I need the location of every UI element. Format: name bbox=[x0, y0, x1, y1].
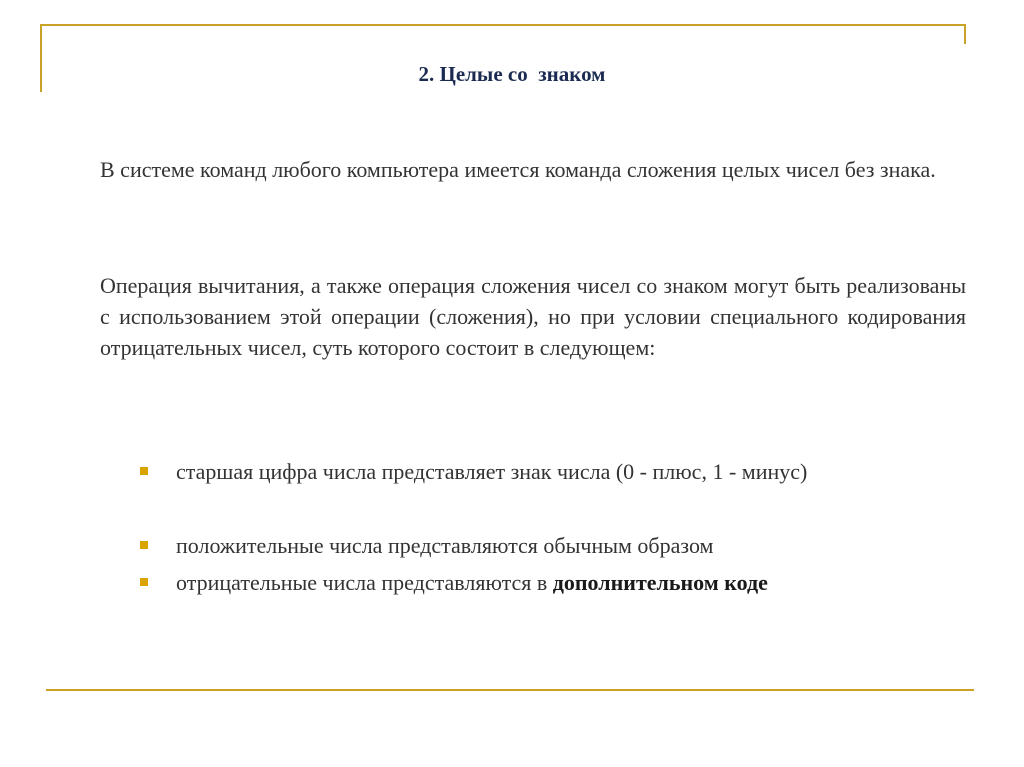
bullet-list bbox=[132, 456, 966, 604]
bullet-item bbox=[132, 456, 966, 530]
slide-title: 2. Целые со знаком bbox=[418, 62, 606, 86]
bullet-text: отрицательные числа представляются в bbox=[176, 570, 553, 595]
paragraph-2: Операция вычитания, а также операция сложения чисел со знаком могут быть реализованы с использованием этой операции (сложения), но при условии специального кодирования отрицательных чисел, суть которого состоит в следующем: bbox=[100, 273, 966, 360]
bullet-item bbox=[132, 567, 966, 604]
square-bullet-icon bbox=[140, 541, 148, 549]
bullet-text: положительные числа представляются обычным образом bbox=[176, 533, 714, 558]
bullet-item bbox=[132, 530, 966, 567]
square-bullet-icon bbox=[140, 467, 148, 475]
bullet-text: старшая цифра числа представляет знак числа (0 - плюс, 1 - минус) bbox=[176, 459, 808, 484]
frame-right-line bbox=[964, 24, 966, 44]
frame-top-line bbox=[40, 24, 966, 26]
frame-bottom-line bbox=[46, 689, 974, 691]
bullet-bold-text: дополнительном коде bbox=[552, 570, 768, 595]
paragraph-1: В системе команд любого компьютера имеется команда сложения целых чисел без знака. bbox=[100, 157, 936, 182]
square-bullet-icon bbox=[140, 578, 148, 586]
